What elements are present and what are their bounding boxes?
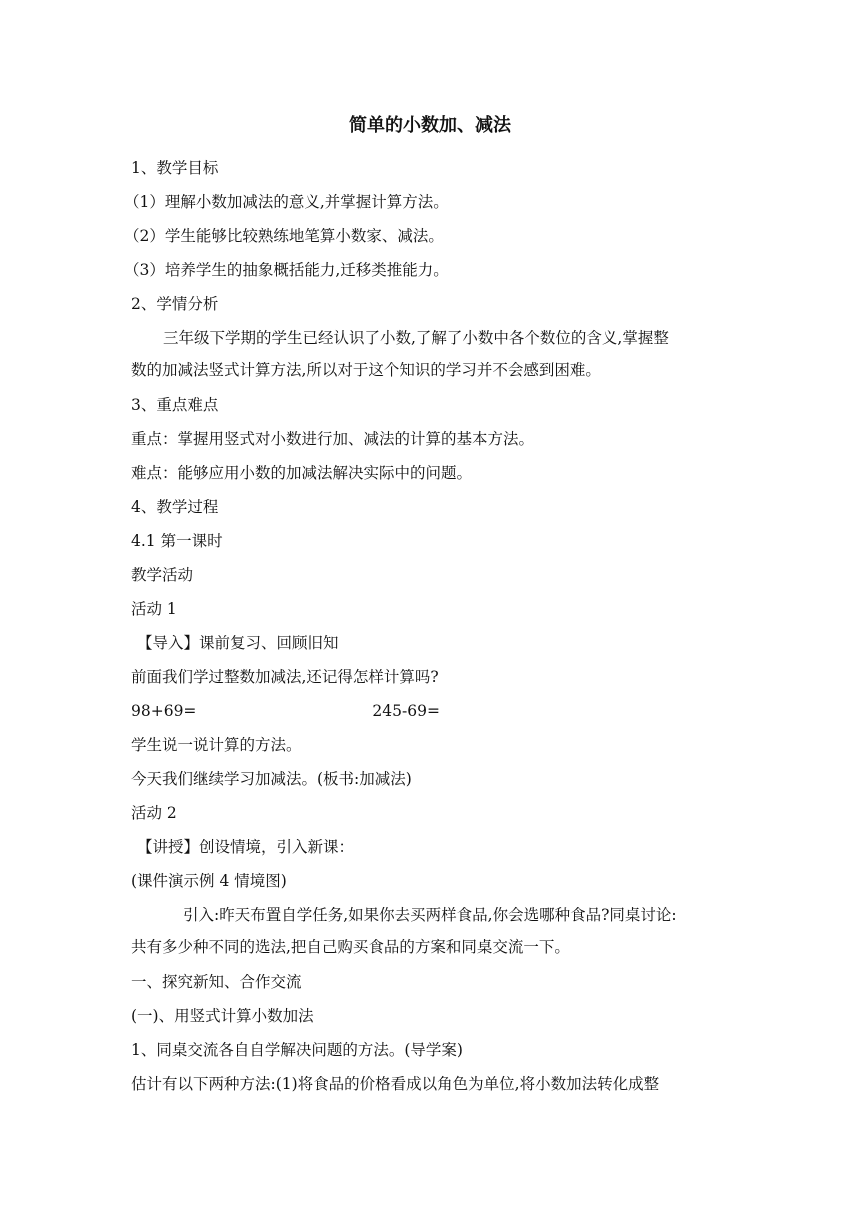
estimate-methods: 估计有以下两种方法:(1)将食品的价格看成以角色为单位,将小数加法转化成整 [131,1075,660,1093]
teaching-activities: 教学活动 [131,566,194,584]
lead-paragraph-line-2: 共有多少种不同的选法,把自己购买食品的方案和同桌交流一下。 [131,938,570,956]
today-lesson: 今天我们继续学习加减法。(板书:加减法) [131,770,412,788]
activity-1: 活动 1 [131,600,177,618]
goal-item-1: （1）理解小数加减法的意义,并掌握计算方法。 [124,193,449,211]
analysis-paragraph-line-1: 三年级下学期的学生已经认识了小数,了解了小数中各个数位的含义,掌握整 [163,329,669,347]
goals-heading: 1、教学目标 [131,159,219,177]
key-difficulty-heading: 3、重点难点 [131,396,219,414]
courseware-note: (课件演示例 4 情境图) [131,872,287,890]
share-method: 1、同桌交流各自自学解决问题的方法。(导学案) [131,1041,463,1059]
student-explain: 学生说一说计算的方法。 [131,736,302,754]
difficulty-point: 难点：能够应用小数的加减法解决实际中的问题。 [131,464,473,482]
review-expressions [131,700,440,722]
analysis-paragraph-line-2: 数的加减法竖式计算方法,所以对于这个知识的学习并不会感到困难。 [131,361,601,379]
analysis-heading: 2、学情分析 [131,295,219,313]
lesson-heading: 4.1 第一课时 [131,532,223,550]
activity-2: 活动 2 [131,804,177,822]
vertical-addition-heading: (一)、用竖式计算小数加法 [131,1007,314,1025]
lead-paragraph-line-1: 引入:昨天布置自学任务,如果你去买两样食品,你会选哪种食品?同桌讨论: [183,906,677,924]
teaching-section: 【讲授】创设情境，引入新课： [137,838,355,856]
addition-expression: 98+69= [131,702,197,720]
review-question: 前面我们学过整数加减法,还记得怎样计算吗? [131,668,439,686]
goal-item-2: （2）学生能够比较熟练地笔算小数家、减法。 [124,227,444,245]
subtraction-expression: 245-69= [372,702,440,720]
intro-section: 【导入】课前复习、回顾旧知 [137,634,339,652]
goal-item-3: （3）培养学生的抽象概括能力,迁移类推能力。 [124,261,449,279]
key-point: 重点：掌握用竖式对小数进行加、减法的计算的基本方法。 [131,430,535,448]
document-title: 简单的小数加、减法 [349,115,511,136]
process-heading: 4、教学过程 [131,498,219,516]
explore-heading: 一、探究新知、合作交流 [131,973,302,991]
